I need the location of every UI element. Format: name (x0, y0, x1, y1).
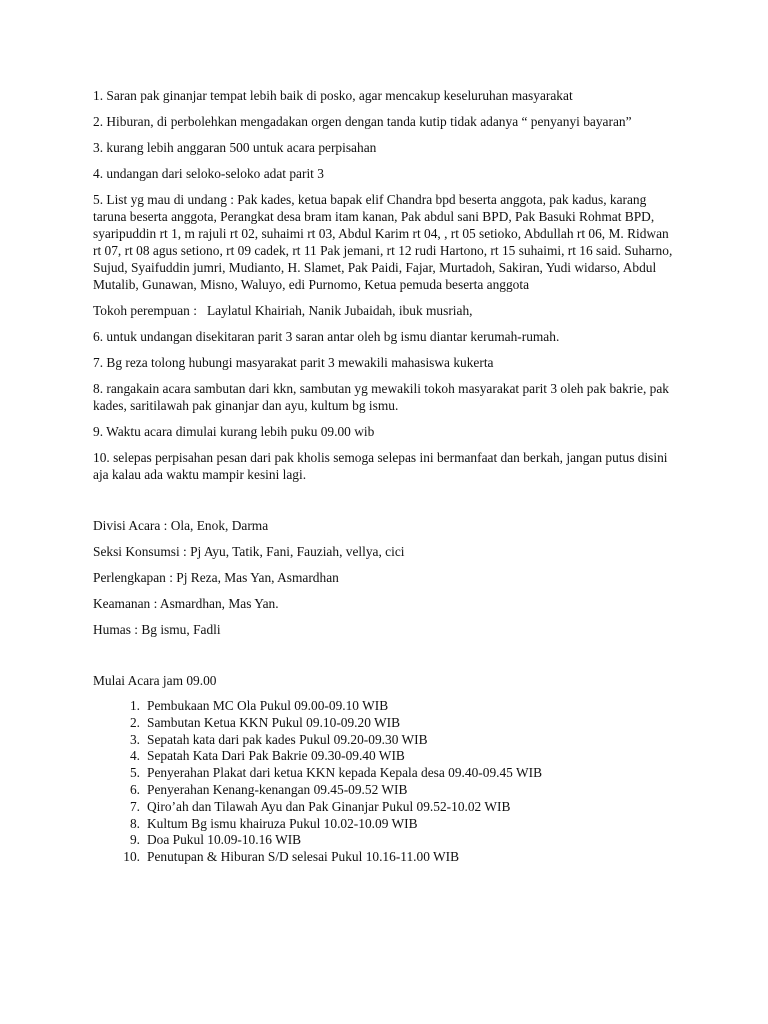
list-item-text: Sepatah Kata Dari Pak Bakrie 09.30-09.40 WIB (147, 748, 405, 764)
note-5-invitation-list: 5. List yg mau di undang : Pak kades, ketua bapak elif Chandra bpd beserta anggota, pak kadus, karang taruna beserta anggota, Perangkat desa bram itam kanan, Pak abdul sani BPD, Pak Basuki Rohmat BPD, syaripuddin rt 1, m rajuli rt 02, suhaimi rt 03, Abdul Karim rt 04, , rt 05 setioko, Abdullah rt 06, M. Ridwan rt 07, rt 08 agus setiono, rt 09 cadek, rt 11 Pak jemani, rt 12 rudi Hartono, rt 15 suhaimi, rt 16 said. Suharno, Sujud, Syaifuddin jumri, Mudianto, H. Slamet, Pak Paidi, Fajar, Murtadoh, Sakiran, Yudi widarso, Abdul Mutalib, Gunawan, Misno, Waluyo, edi Purnomo, Ketua pemuda beserta anggota (93, 192, 673, 292)
division-konsumsi: Seksi Konsumsi : Pj Ayu, Tatik, Fani, Fauziah, vellya, cici (93, 544, 405, 559)
list-item-text: Kultum Bg ismu khairuza Pukul 10.02-10.09 WIB (147, 815, 418, 831)
division-humas: Humas : Bg ismu, Fadli (93, 622, 221, 637)
list-item-text: Penutupan & Hiburan S/D selesai Pukul 10.16-11.00 WIB (147, 849, 460, 865)
note-1: 1. Saran pak ginanjar tempat lebih baik di posko, agar mencakup keseluruhan masyarakat (93, 88, 573, 103)
divisions-section (93, 517, 678, 638)
list-item-text: Penyerahan Plakat dari ketua KKN kepada Kepala desa 09.40-09.45 WIB (147, 765, 543, 781)
list-item (93, 698, 678, 715)
note-2: 2. Hiburan, di perbolehkan mengadakan orgen dengan tanda kutip tidak adanya “ penyanyi bayaran” (93, 114, 632, 129)
note-6: 6. untuk undangan disekitaran parit 3 saran antar oleh bg ismu diantar kerumah-rumah. (93, 329, 560, 344)
note-10: 10. selepas perpisahan pesan dari pak kholis semoga selepas ini bermanfaat dan berkah, jangan putus disini aja kalau ada waktu mampir kesini lagi. (93, 450, 668, 482)
list-item-text: Pembukaan MC Ola Pukul 09.00-09.10 WIB (147, 698, 389, 713)
list-item-number: 7. (129, 798, 140, 814)
list-item (93, 748, 678, 765)
note-female-figures: Tokoh perempuan : Laylatul Khairiah, Nanik Jubaidah, ibuk musriah, (93, 303, 473, 318)
document-page (93, 87, 678, 866)
note-3: 3. kurang lebih anggaran 500 untuk acara perpisahan (93, 140, 377, 155)
list-item-number: 10. (123, 849, 140, 865)
list-item-text: Sepatah kata dari pak kades Pukul 09.20-09.30 WIB (147, 731, 428, 747)
list-item-number: 1. (129, 698, 140, 713)
list-item (93, 732, 678, 749)
note-8: 8. rangakain acara sambutan dari kkn, sambutan yg mewakili tokoh masyarakat parit 3 oleh pak bakrie, pak kades, saritilawah pak ginanjar dan ayu, kultum bg ismu. (93, 381, 669, 413)
division-perlengkapan: Perlengkapan : Pj Reza, Mas Yan, Asmardhan (93, 570, 339, 585)
list-item (93, 816, 678, 833)
division-acara: Divisi Acara : Ola, Enok, Darma (93, 518, 269, 533)
list-item-number: 6. (129, 781, 140, 797)
note-4: 4. undangan dari seloko-seloko adat parit 3 (93, 166, 324, 181)
division-keamanan: Keamanan : Asmardhan, Mas Yan. (93, 596, 279, 611)
list-item-number: 2. (129, 714, 140, 730)
list-item-number: 3. (129, 731, 140, 747)
schedule-heading: Mulai Acara jam 09.00 (93, 673, 217, 688)
list-item (93, 849, 678, 866)
list-item-text: Sambutan Ketua KKN Pukul 09.10-09.20 WIB (147, 714, 401, 730)
list-item-text: Qiro’ah dan Tilawah Ayu dan Pak Ginanjar Pukul 09.52-10.02 WIB (147, 798, 511, 814)
list-item-number: 4. (129, 748, 140, 764)
list-item (93, 765, 678, 782)
list-item (93, 782, 678, 799)
list-item (93, 832, 678, 849)
list-item-text: Penyerahan Kenang-kenangan 09.45-09.52 WIB (147, 781, 408, 797)
note-9: 9. Waktu acara dimulai kurang lebih puku 09.00 wib (93, 424, 375, 439)
schedule-list (93, 698, 678, 866)
list-item-number: 8. (129, 815, 140, 831)
list-item-number: 5. (129, 765, 140, 781)
note-7: 7. Bg reza tolong hubungi masyarakat parit 3 mewakili mahasiswa kukerta (93, 355, 494, 370)
schedule-section (93, 672, 678, 866)
list-item (93, 715, 678, 732)
list-item-text: Doa Pukul 10.09-10.16 WIB (147, 832, 302, 848)
list-item-number: 9. (129, 832, 140, 848)
list-item (93, 799, 678, 816)
